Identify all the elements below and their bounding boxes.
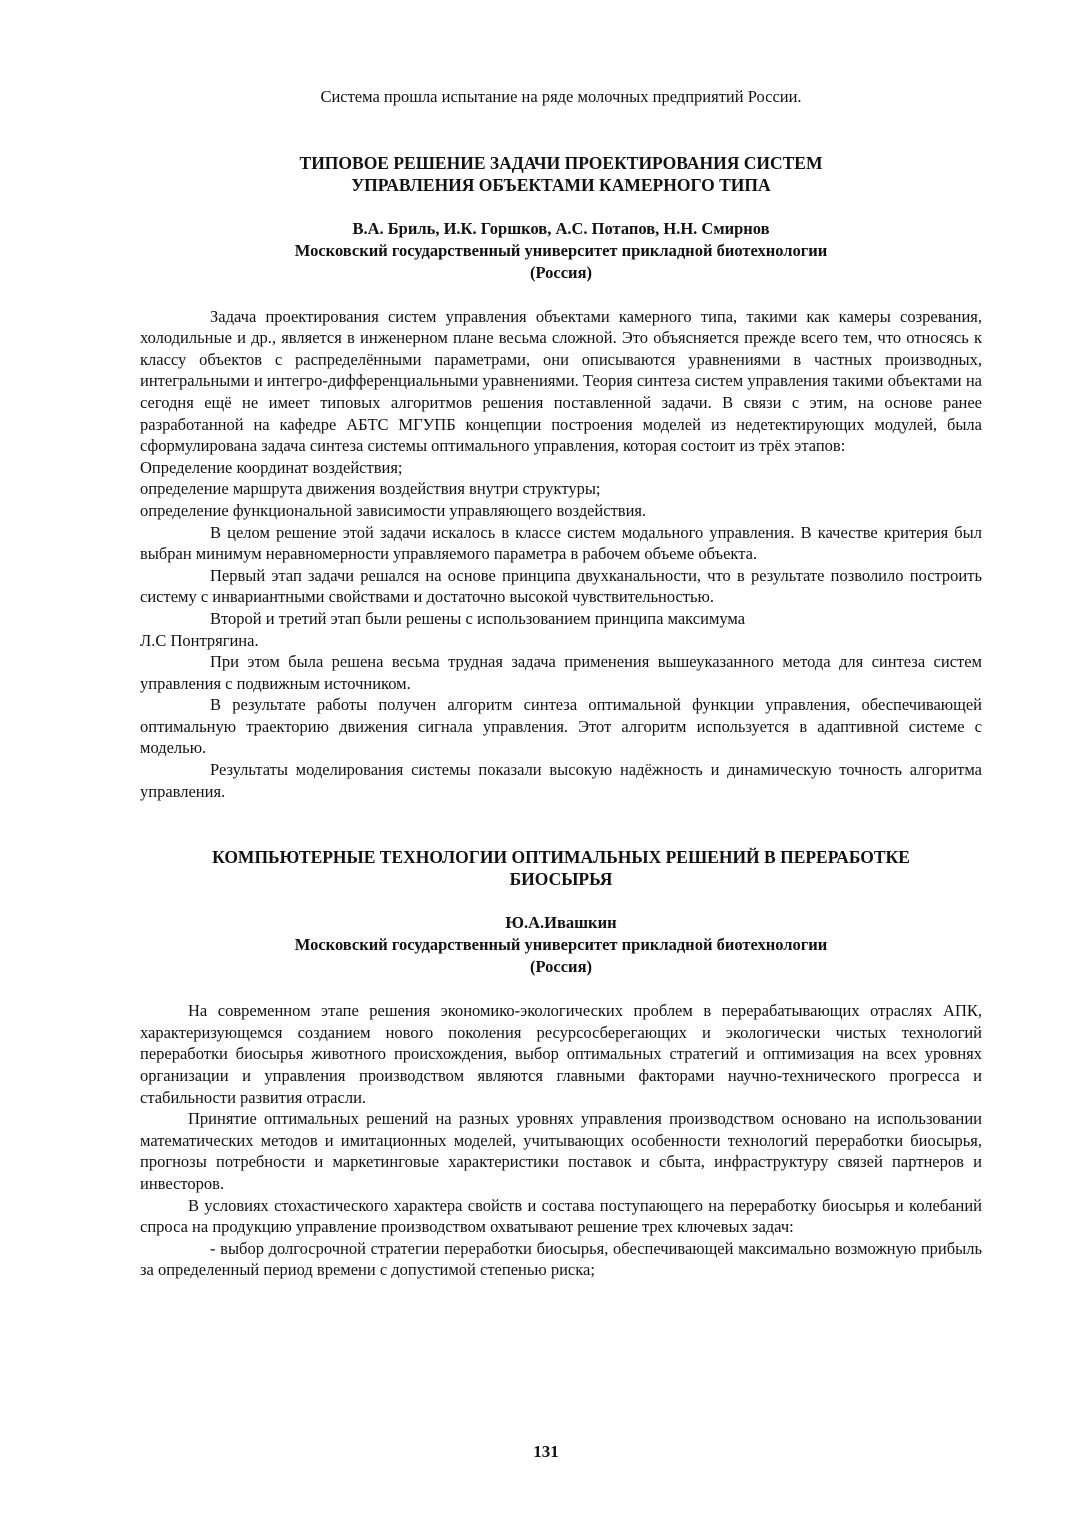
article-2-paragraph: Принятие оптимальных решений на разных уровнях управления производством основано на использовании математических методов и имитационных моделей, учитывающих особенности технологий переработки биосырья, прогнозы потребности и маркетинговые характеристики поставок и сбыта, инфраструктуру связей партнеров и инвесторов. bbox=[140, 1109, 982, 1193]
article-2-paragraph: На современном этапе решения экономико-экологических проблем в перерабатывающих отраслях АПК, характеризующемся созданием нового поколения ресурсосберегающих и экологически чистых технологий переработки биосырья животного происхождения, выбор оптимальных стратегий и оптимизация на всех уровнях организации и управления производством являются главными факторами научно-технического прогресса и стабильности развития отрасли. bbox=[140, 1001, 982, 1107]
article-2-authors: Ю.А.Ивашкин bbox=[505, 913, 617, 933]
article-2-paragraph: - выбор долгосрочной стратегии переработки биосырья, обеспечивающей максимально возможную прибыль за определенный период времени с допустимой степенью риска; bbox=[140, 1238, 982, 1280]
article-2-affiliation: Московский государственный университет прикладной биотехнологии bbox=[294, 935, 828, 955]
article-1-paragraph: В целом решение этой задачи искалось в классе систем модального управления. В качестве критерия был выбран минимум неравномерности управляемого параметра в рабочем объеме объекта. bbox=[140, 522, 982, 564]
article-1-title-line-2: УПРАВЛЕНИЯ ОБЪЕКТАМИ КАМЕРНОГО ТИПА bbox=[351, 174, 771, 195]
page-number: 131 bbox=[533, 1442, 559, 1461]
article-1 bbox=[140, 152, 982, 803]
article-1-paragraph-cont: Л.С Понтрягина. bbox=[140, 630, 259, 650]
article-1-list-item: определение функциональной зависимости управляющего воздействия. bbox=[140, 500, 647, 520]
article-1-paragraph: В результате работы получен алгоритм синтеза оптимальной функции управления, обеспечивающей оптимальную траекторию движения сигнала управления. Этот алгоритм используется в адаптивной системе с моделью. bbox=[140, 695, 982, 758]
article-2-title-line-1: КОМПЬЮТЕРНЫЕ ТЕХНОЛОГИИ ОПТИМАЛЬНЫХ РЕШЕНИЙ В ПЕРЕРАБОТКЕ bbox=[212, 847, 910, 868]
article-1-paragraph: При этом была решена весьма трудная задача применения вышеуказанного метода для синтеза систем управления с подвижным источником. bbox=[140, 652, 982, 693]
article-1-country: (Россия) bbox=[530, 262, 592, 282]
article-1-paragraph: Результаты моделирования системы показали высокую надёжность и динамическую точность алгоритма управления. bbox=[140, 760, 982, 801]
article-1-paragraph: Первый этап задачи решался на основе принципа двухканальности, что в результате позволило построить систему с инвариантными свойствами и достаточно высокой чувствительностью. bbox=[140, 565, 982, 607]
intro-line: Система прошла испытание на ряде молочных предприятий России. bbox=[320, 87, 802, 106]
article-2-paragraph: В условиях стохастического характера свойств и состава поступающего на переработку биосырья и колебаний спроса на продукцию управление производством охватывают решение трех ключевых задач: bbox=[140, 1195, 982, 1237]
article-1-list-item: определение маршрута движения воздействия внутри структуры; bbox=[140, 479, 601, 499]
document-page bbox=[140, 86, 982, 1281]
article-1-authors: В.А. Бриль, И.К. Горшков, А.С. Потапов, Н.Н. Смирнов bbox=[352, 218, 770, 238]
article-2-title-line-2: БИОСЫРЬЯ bbox=[509, 869, 613, 890]
article-1-paragraph: Задача проектирования систем управления объектами камерного типа, такими как камеры созревания, холодильные и др., является в инженерном плане весьма сложной. Это объясняется прежде всего тем, что относясь к классу объектов с распределёнными параметрами, они описываются уравнениями в частных производных, интегральными и интегро-дифференциальными уравнениями. Теория синтеза систем управления такими объектами на сегодня ещё не имеет типовых алгоритмов решения поставленной задачи. В связи с этим, на основе ранее разработанной на кафедре АБТС МГУПБ концепции построения моделей из недетектирующих модулей, была сформулирована задача синтеза системы оптимального управления, которая состоит из трёх этапов: bbox=[140, 306, 982, 456]
article-1-affiliation: Московский государственный университет прикладной биотехнологии bbox=[294, 240, 828, 260]
article-1-paragraph: Второй и третий этап были решены с использованием принципа максимума bbox=[210, 608, 746, 628]
article-2-country: (Россия) bbox=[530, 957, 592, 977]
article-2 bbox=[140, 846, 982, 1281]
article-1-title-line-1: ТИПОВОЕ РЕШЕНИЕ ЗАДАЧИ ПРОЕКТИРОВАНИЯ СИСТЕМ bbox=[299, 152, 823, 173]
article-1-list-item: Определение координат воздействия; bbox=[140, 457, 403, 477]
